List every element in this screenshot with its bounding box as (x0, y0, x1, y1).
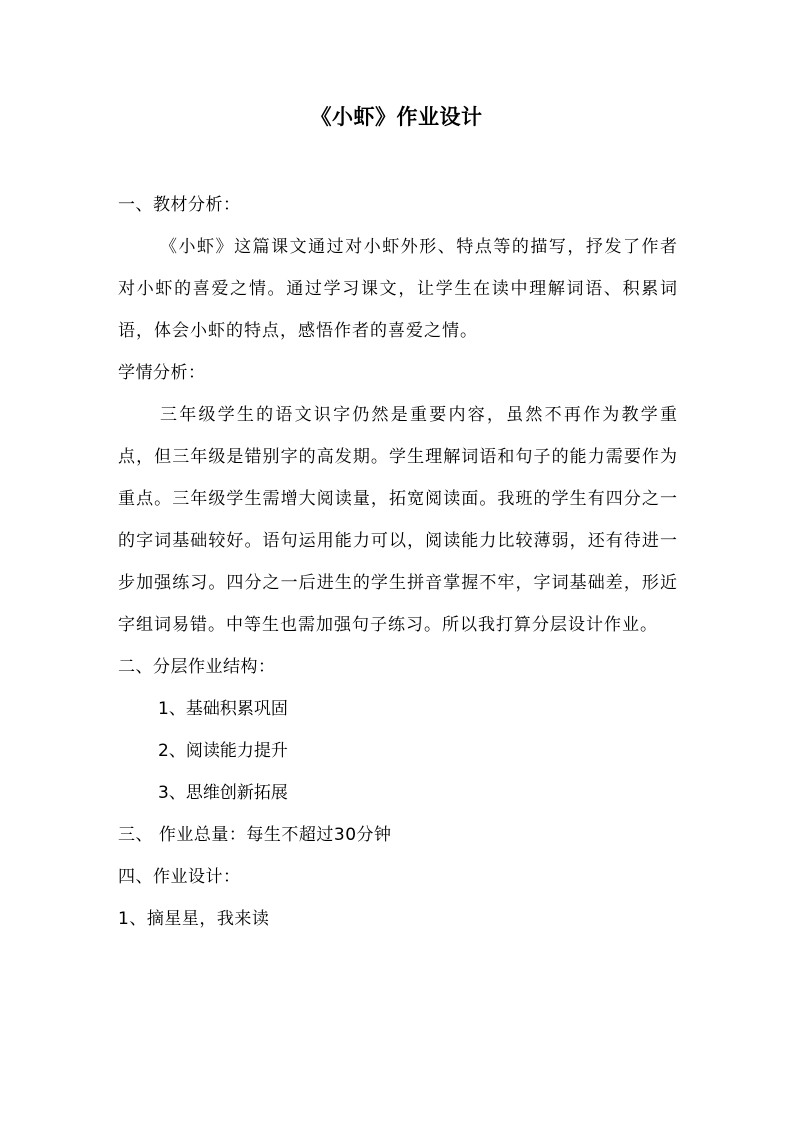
material-analysis-heading: 一、教材分析： (118, 195, 241, 215)
student-analysis-heading: 学情分析： (118, 363, 206, 383)
homework-design-heading: 四、作业设计： (118, 867, 241, 887)
homework-structure-item: 2、阅读能力提升 (158, 741, 288, 761)
homework-structure-heading: 二、分层作业结构： (118, 657, 276, 677)
document-title: 《小虾》作业设计 (310, 105, 483, 129)
homework-structure-item: 1、基础积累巩固 (158, 699, 288, 719)
document-content (118, 184, 678, 940)
material-analysis-paragraph: 《小虾》这篇课文通过对小虾外形、特点等的描写，抒发了作者对小虾的喜爱之情。通过学习课文，让学生在读中理解词语、积累词语，体会小虾的特点，感悟作者的喜爱之情。 (118, 237, 678, 341)
homework-total-amount: 三、 作业总量：每生不超过30分钟 (118, 825, 392, 845)
student-analysis-paragraph: 三年级学生的语文识字仍然是重要内容，虽然不再作为教学重点，但三年级是错别字的高发期。学生理解词语和句子的能力需要作为重点。三年级学生需增大阅读量，拓宽阅读面。我班的学生有四分之一的字词基础较好。语句运用能力可以，阅读能力比较薄弱，还有待进一步加强练习。四分之一后进生的学生拼音掌握不牢，字词基础差，形近字组词易错。中等生也需加强句子练习。所以我打算分层设计作业。 (118, 405, 678, 635)
homework-design-item: 1、摘星星，我来读 (118, 909, 270, 929)
homework-structure-item: 3、思维创新拓展 (158, 783, 288, 803)
